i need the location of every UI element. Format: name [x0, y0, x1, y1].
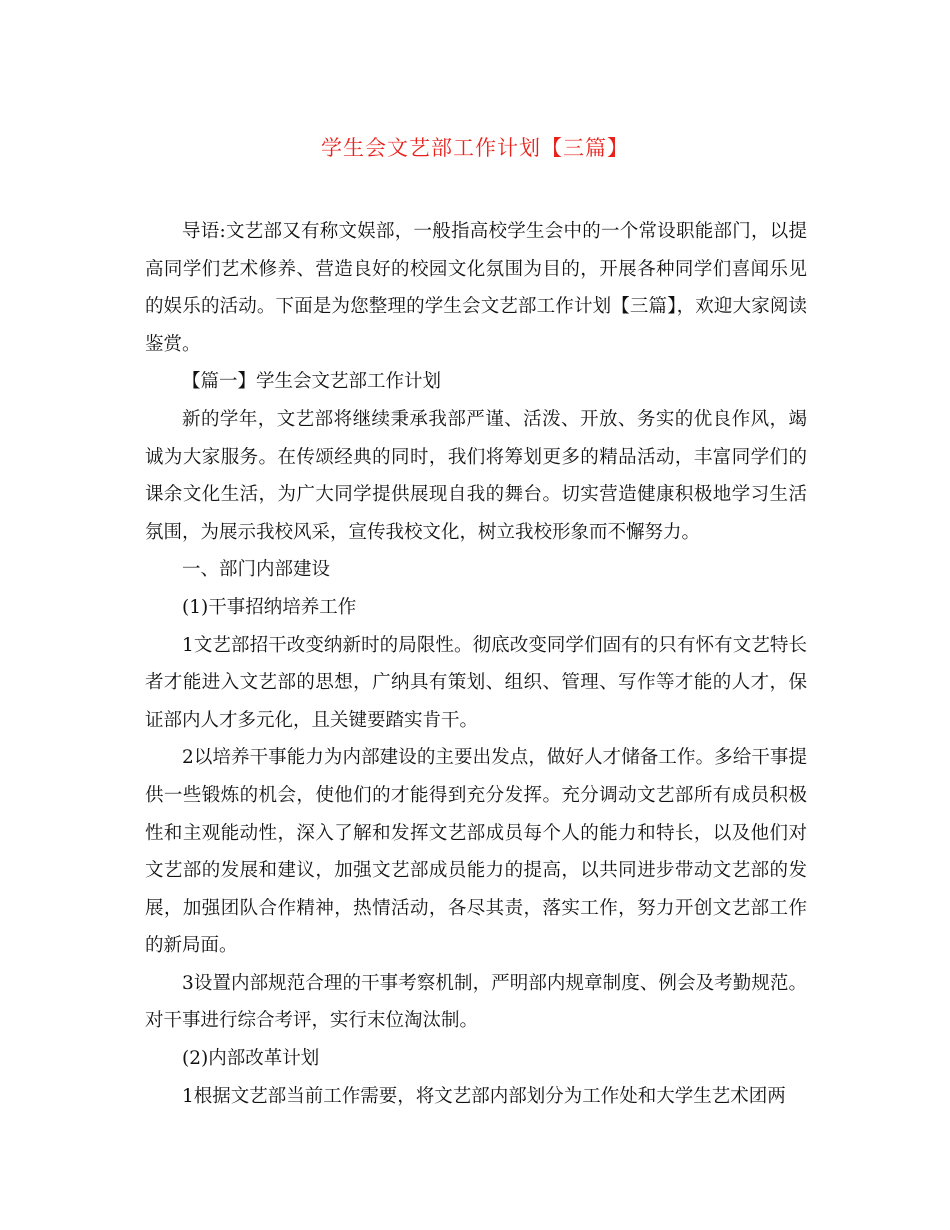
document-title: 学生会文艺部工作计划【三篇】 — [321, 136, 629, 160]
subheading-staff-recruitment: (1)干事招纳培养工作 — [182, 596, 357, 618]
section-heading-part-one: 【篇一】学生会文艺部工作计划 — [182, 371, 442, 393]
paragraph-item-1: 1文艺部招干改变纳新时的局限性。彻底改变同学们固有的只有怀有文艺特长者才能进入文艺部的思想，广纳具有策划、组织、管理、写作等才能的人才，保证部内人才多元化，且关键要踏实肯干。 — [145, 634, 807, 731]
subheading-internal-reform: (2)内部改革计划 — [182, 1048, 320, 1070]
paragraph-intro: 导语:文艺部又有称文娱部，一般指高校学生会中的一个常设职能部门，以提高同学们艺术修养、营造良好的校园文化氛围为目的，开展各种同学们喜闻乐见的娱乐的活动。下面是为您整理的学生会文艺部工作计划【三篇】，欢迎大家阅读鉴赏。 — [145, 221, 807, 355]
paragraph-item-3: 3设置内部规范合理的干事考察机制，严明部内规章制度、例会及考勤规范。对干事进行综合考评，实行末位淘汰制。 — [145, 972, 807, 1032]
document-body — [145, 213, 807, 1115]
paragraph-item-2: 2以培养干事能力为内部建设的主要出发点，做好人才储备工作。多给干事提供一些锻炼的机会，使他们的才能得到充分发挥。充分调动文艺部所有成员积极性和主观能动性，深入了解和发挥文艺部成员每个人的能力和特长，以及他们对文艺部的发展和建议，加强文艺部成员能力的提高，以共同进步带动文艺部的发展，加强团队合作精神，热情活动，各尽其责，落实工作，努力开创文艺部工作的新局面。 — [145, 747, 807, 957]
paragraph-overview: 新的学年，文艺部将继续秉承我部严谨、活泼、开放、务实的优良作风，竭诚为大家服务。在传颂经典的同时，我们将筹划更多的精品活动，丰富同学们的课余文化生活，为广大同学提供展现自我的舞台。切实营造健康积极地学习生活氛围，为展示我校风采，宣传我校文化，树立我校形象而不懈努力。 — [145, 408, 807, 543]
paragraph-reform-item-1: 1根据文艺部当前工作需要，将文艺部内部划分为工作处和大学生艺术团两 — [182, 1085, 786, 1107]
section-heading-internal-construction: 一、部门内部建设 — [182, 559, 331, 581]
